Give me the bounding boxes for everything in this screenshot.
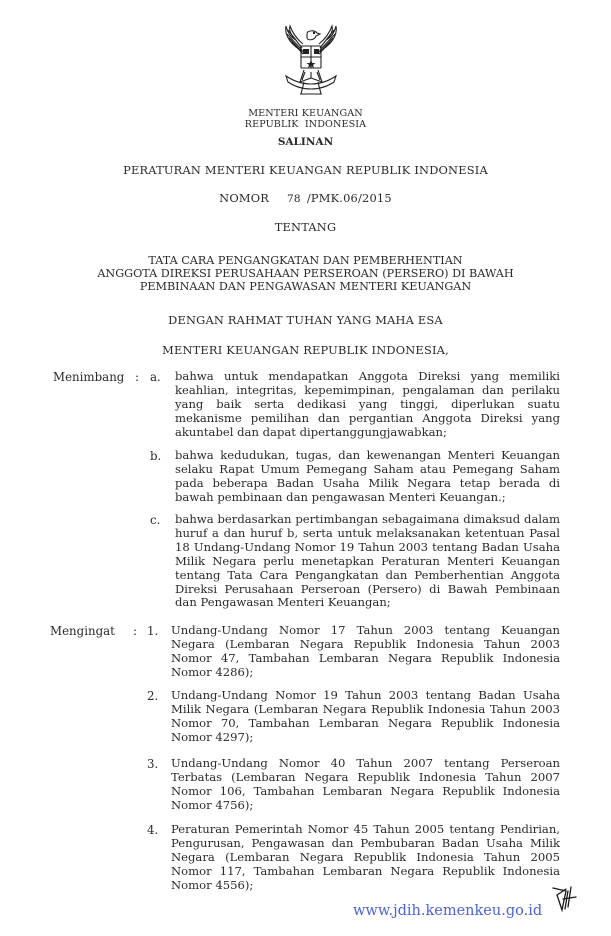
menimbang-b-marker: b.	[150, 449, 162, 463]
mengingat-2-text: Undang-Undang Nomor 19 Tahun 2003 tentang Badan Usaha Milik Negara (Lembaran Negara Republik Indonesia Tahun 2003 Nomor 70, Tambahan Lembaran Negara Republik Indonesia Nomor 4297);	[171, 688, 560, 744]
menimbang-c-text: bahwa berdasarkan pertimbangan sebagaimana dimaksud dalam huruf a dan huruf b, serta untuk melaksanakan ketentuan Pasal 18 Undang-Undang Nomor 19 Tahun 2003 tentang Badan Usaha Milik Negara perlu menetapkan Peraturan Menteri Keuangan tentang Tata Cara Pengangkatan dan Pemberhentian Anggota Direksi Perusahaan Perseroan (Persero) di Bawah Pembinaan dan Pengawasan Menteri Keuangan;	[175, 512, 560, 610]
jdih-url-link[interactable]: www.jdih.kemenkeu.go.id	[353, 903, 543, 919]
mengingat-colon: :	[133, 624, 138, 638]
number-suffix: /PMK.06/2015	[306, 191, 392, 205]
copy-label: SALINAN	[277, 136, 334, 148]
regulation-title: PERATURAN MENTERI KEUANGAN REPUBLIK INDONESIA	[123, 163, 488, 177]
paraf-signature-icon	[552, 885, 582, 913]
menimbang-a-marker: a.	[150, 370, 161, 384]
mengingat-1-marker: 1.	[147, 624, 159, 638]
number-label: NOMOR	[219, 191, 270, 205]
subject-line-3: PEMBINAAN DAN PENGAWASAN MENTERI KEUANGAN	[139, 280, 472, 293]
subject-line-1: TATA CARA PENGANGKATAN DAN PEMBERHENTIAN	[148, 254, 463, 267]
ministry-name-line2: REPUBLIK INDONESIA	[244, 119, 367, 130]
issuer: MENTERI KEUANGAN REPUBLIK INDONESIA,	[162, 343, 449, 357]
regulation-number	[0, 191, 611, 205]
about-label: TENTANG	[274, 220, 337, 234]
ministry-name-line1: MENTERI KEUANGAN	[248, 108, 363, 119]
mengingat-label: Mengingat	[50, 624, 115, 638]
menimbang-label: Menimbang	[53, 370, 125, 384]
menimbang-a-text: bahwa untuk mendapatkan Anggota Direksi yang memiliki keahlian, integritas, kepemimpinan, pengalaman dan perilaku yang baik serta dedikasi yang tinggi, diperlukan suatu mekanisme pemilihan dan pergantian Anggota Direksi yang akuntabel dan dapat dipertanggungjawabkan;	[175, 369, 560, 439]
mengingat-4-marker: 4.	[147, 823, 159, 837]
menimbang-c-marker: c.	[150, 513, 161, 527]
invocation: DENGAN RAHMAT TUHAN YANG MAHA ESA	[168, 313, 443, 327]
mengingat-1-text: Undang-Undang Nomor 17 Tahun 2003 tentang Keuangan Negara (Lembaran Negara Republik Indonesia Tahun 2003 Nomor 47, Tambahan Lembaran Negara Republik Indonesia Nomor 4286);	[171, 623, 560, 679]
subject-line-2: ANGGOTA DIREKSI PERUSAHAAN PERSEROAN (PERSERO) DI BAWAH	[97, 267, 514, 280]
mengingat-2-marker: 2.	[147, 689, 159, 703]
mengingat-3-marker: 3.	[147, 757, 159, 771]
garuda-emblem-icon	[274, 22, 348, 102]
mengingat-4-text: Peraturan Pemerintah Nomor 45 Tahun 2005 tentang Pendirian, Pengurusan, Pengawasan dan Pembubaran Badan Usaha Milik Negara (Lembaran Negara Republik Indonesia Tahun 2005 Nomor 117, Tambahan Lembaran Negara Republik Indonesia Nomor 4556);	[171, 822, 560, 892]
menimbang-colon: :	[135, 370, 140, 384]
number-value: 78	[287, 193, 301, 205]
menimbang-b-text: bahwa kedudukan, tugas, dan kewenangan Menteri Keuangan selaku Rapat Umum Pemegang Saham atau Pemegang Saham pada beberapa Badan Usaha Milik Negara tetap berada di bawah pembinaan dan pengawasan Menteri Keuangan.;	[175, 448, 560, 504]
mengingat-3-text: Undang-Undang Nomor 40 Tahun 2007 tentang Perseroan Terbatas (Lembaran Negara Republik Indonesia Tahun 2007 Nomor 106, Tambahan Lembaran Negara Republik Indonesia Nomor 4756);	[171, 756, 560, 812]
